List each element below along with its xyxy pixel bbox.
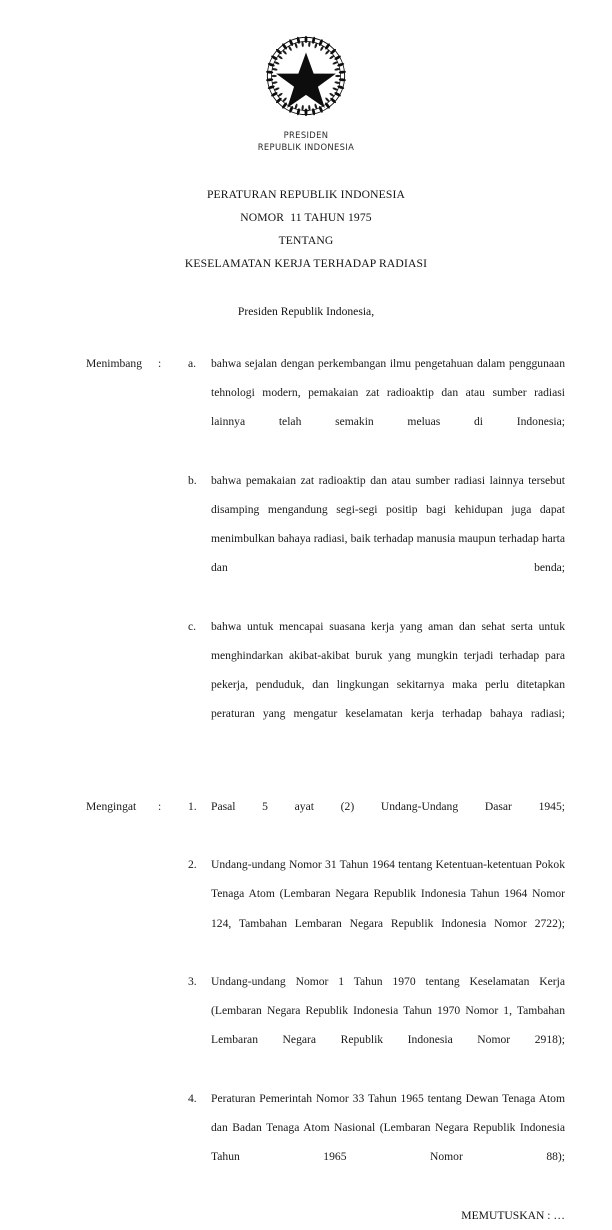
emblem-caption [258,130,354,153]
emblem-block [0,0,612,153]
opening-line: Presiden Republik Indonesia, [237,305,375,318]
closing-line: MEMUTUSKAN : … [461,1208,565,1222]
indonesia-presidential-seal-icon [264,34,348,118]
item-marker: 1. [188,799,197,813]
item-marker: 2. [188,858,197,872]
title-line-number: NOMOR 11 TAHUN 1975 [240,211,372,224]
mengingat-first-row [86,792,565,850]
item-marker: 4. [188,1091,197,1105]
list-item [188,1084,565,1201]
list-item [188,612,565,758]
emblem-caption-line-1: PRESIDEN [283,130,329,140]
mengingat-item-first [188,792,565,850]
menimbang-item-first [188,349,565,466]
mengingat-items-rest [188,850,565,1200]
item-text: Pasal 5 ayat (2) Undang-Undang Dasar 1945; [211,799,565,813]
menimbang-items-rest [188,466,565,758]
item-text: bahwa untuk mencapai suasana kerja yang aman dan sehat serta untuk menghindarkan akibat-akibat buruk yang mungkin terjadi terhadap para pekerja, penduduk, dan lingkungan sekitarnya maka perlu ditetapkan peraturan yang mengatur keselamatan kerja terhadap bahaya radiasi; [211,619,565,721]
mengingat-section [0,792,612,1201]
title-line-regulation: PERATURAN REPUBLIK INDONESIA [206,188,406,201]
item-text: Peraturan Pemerintah Nomor 33 Tahun 1965 tentang Dewan Tenaga Atom dan Badan Tenaga Atom Nasional (Lembaran Negara Republik Indonesia Tahun 1965 Nomor 88); [211,1091,565,1164]
list-item [188,466,565,612]
menimbang-label: Menimbang [86,357,143,370]
title-line-tentang: TENTANG [278,234,334,247]
item-marker: b. [188,473,197,487]
list-item [188,792,565,850]
list-item [188,850,565,967]
item-marker: 3. [188,975,197,989]
menimbang-colon: : [158,357,162,370]
title-line-subject: KESELAMATAN KERJA TERHADAP RADIASI [184,257,428,270]
list-item [188,349,565,466]
item-text: bahwa pemakaian zat radioaktip dan atau sumber radiasi lainnya tersebut disamping mengandung segi-segi positip bagi kehidupan juga dapat menimbulkan bahaya radiasi, baik terhadap manusia maupun terhadap harta dan benda; [211,473,565,575]
document-title-block [0,183,612,275]
list-item [188,967,565,1084]
item-text: bahwa sejalan dengan perkembangan ilmu pengetahuan dalam penggunaan tehnologi modern, pemakaian zat radioaktip dan atau sumber radiasi lainnya telah semakin meluas di Indonesia; [211,357,565,429]
menimbang-first-row [86,349,565,466]
item-marker: a. [188,357,197,370]
item-text: Undang-undang Nomor 31 Tahun 1964 tentang Ketentuan-ketentuan Pokok Tenaga Atom (Lembaran Negara Republik Indonesia Tahun 1964 Nomor 124, Tambahan Lembaran Negara Republik Indonesia Nomor 2722); [211,858,565,930]
emblem-caption-line-2: REPUBLIK INDONESIA [257,141,355,152]
mengingat-label: Mengingat [86,799,137,813]
mengingat-colon: : [158,799,162,813]
item-text: Undang-undang Nomor 1 Tahun 1970 tentang Keselamatan Kerja (Lembaran Negara Republik Indonesia Tahun 1970 Nomor 1, Tambahan Lembaran Negara Republik Indonesia Nomor 2918); [211,975,565,1047]
item-marker: c. [188,619,197,633]
menimbang-section [0,349,612,758]
